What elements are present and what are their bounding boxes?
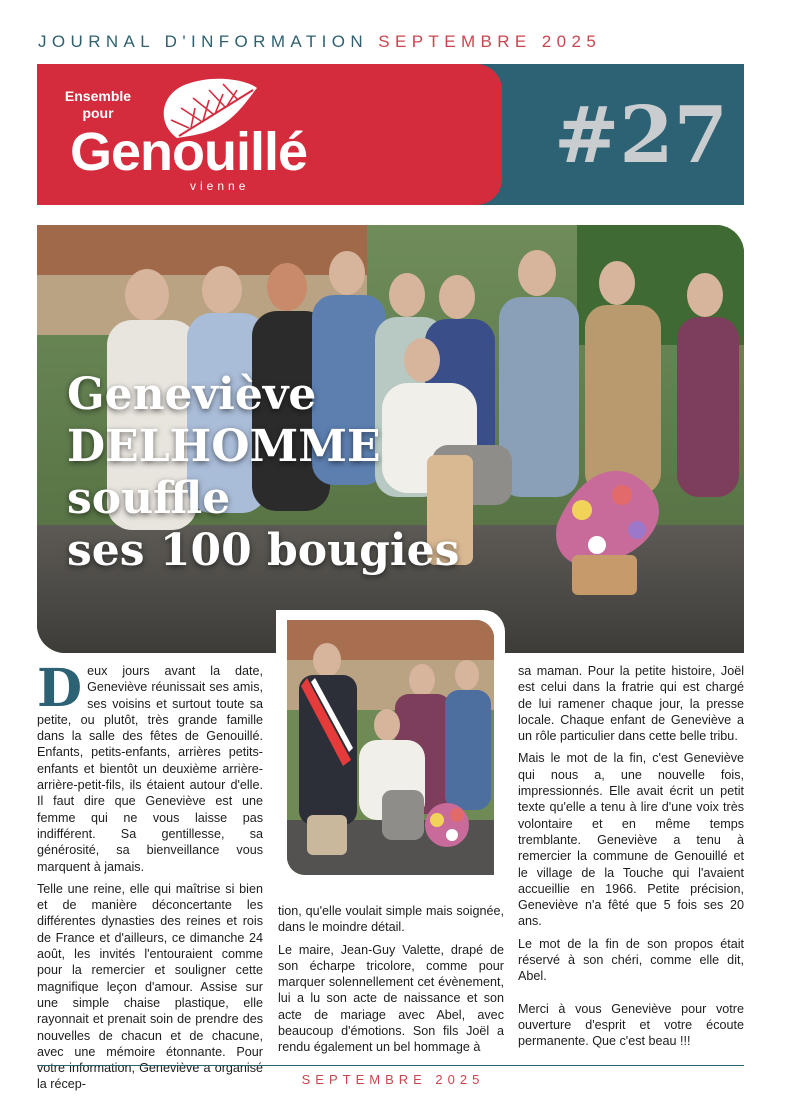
headline-line1: Geneviève	[67, 369, 317, 420]
logo-tagline-line1: Ensemble	[64, 88, 132, 104]
logo-wordmark: Genouillé	[70, 122, 308, 182]
issue-number: #27	[554, 90, 728, 181]
paragraph: Le maire, Jean-Guy Valette, drapé de son écharpe tricolore, comme pour marquer solennellement cet évènement, lui a lu son acte de naissance et son acte de mariage avec Abel, avec beaucoup d'émotions. Son fils Joël a rendu également un bel hommage à	[278, 942, 504, 1055]
footer-rule	[37, 1065, 744, 1066]
headline	[67, 369, 459, 577]
logo-subtitle: vienne	[190, 179, 250, 193]
paragraph: sa maman. Pour la petite histoire, Joël est celui dans la fratrie qui est chargé de lui ramener chaque jour, la presse locale. Chaque enfant de Geneviève a un rôle particulier dans cette belle tribu.	[518, 664, 744, 744]
drop-cap: D	[37, 658, 83, 719]
journal-label: JOURNAL D'INFORMATION	[38, 32, 369, 51]
paragraph: Telle une reine, elle qui maîtrise si bien et de manière déconcertante les différentes dynasties des reines et rois de France et d'ailleurs, ce dimanche 24 août, les invités l'entouraient comme pour la remercier et souligner cette magnifique leçon d'amour. Assise sur une simple chaise plastique, elle rayonnait et prenait soin de prendre des nouvelles de chacun et de chacune, avec une mémoire étonnante. Pour votre information, Geneviève a organisé la récep-	[37, 881, 263, 1092]
inset-photo	[287, 620, 494, 875]
logo-panel	[37, 64, 502, 205]
article-column-3	[518, 663, 744, 1056]
issue-date: SEPTEMBRE 2025	[378, 32, 602, 51]
article-column-1	[37, 658, 263, 1099]
headline-line2: DELHOMME	[67, 421, 381, 472]
inset-photo-frame	[276, 610, 505, 885]
paragraph-text: eux jours avant la date, Geneviève réunissait ses amis, ses voisins et surtout toute sa petite, ou plutôt, très grande famille dans la salle des fêtes de Genouillé. Enfants, petits-enfants, arrières petits-enfants et bientôt un deuxième arrière-arrière-petit-fils, ils étaient autour d'elle. Il faut dire que Geneviève est une femme qui ne vous laisse pas indifférent. Sa gentillesse, sa générosité, sa bienveillance vous marquent à jamais.	[37, 664, 263, 874]
headline-line3: souffle	[67, 473, 231, 524]
headline-line4: ses 100 bougies	[67, 525, 460, 576]
footer-date: SEPTEMBRE 2025	[301, 1072, 485, 1087]
paragraph	[37, 658, 263, 875]
paragraph: Mais le mot de la fin, c'est Geneviève qui nous a, une nouvelle fois, impressionnés. Elle avait écrit un petit texte qu'elle a tenu à lire d'une voix très volontaire et en même temps tremblante. Geneviève a tenu à remercier la commune de Genouillé et le village de la Touche qui l'avaient accueillie en 1966. Petite précision, Geneviève n'a fêté que 5 fois ses 20 ans.	[518, 751, 744, 929]
logo-tagline	[64, 88, 132, 122]
paragraph: tion, qu'elle voulait simple mais soignée, dans le moindre détail.	[278, 904, 504, 935]
inset-photo-illustration	[287, 620, 494, 875]
masthead	[37, 64, 744, 205]
journal-kicker	[38, 32, 746, 52]
hero-photo	[37, 225, 744, 653]
logo-tagline-line2: pour	[82, 105, 114, 121]
article-column-2	[278, 903, 504, 1062]
paragraph: Merci à vous Geneviève pour votre ouverture d'esprit et votre écoute permanente. Que c'est beau !!!	[518, 1001, 744, 1049]
paragraph: Le mot de la fin de son propos était réservé à son chéri, comme elle dit, Abel.	[518, 936, 744, 984]
